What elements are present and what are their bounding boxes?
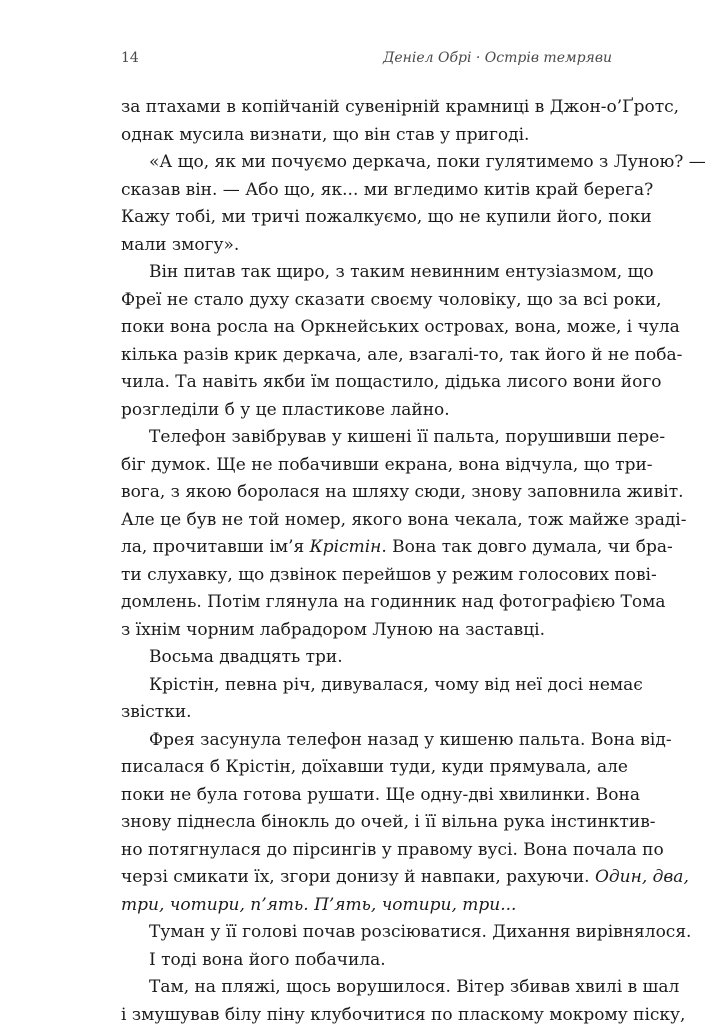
text-line: ти слухавку, що дзвінок перейшов у режим голосових пові- — [121, 562, 615, 590]
body-text — [121, 94, 615, 1029]
text-run: черзі смикати їх, згори донизу й навпаки, рахуючи. — [121, 867, 595, 887]
text-line: Фрея засунула телефон назад у кишеню пальта. Вона від- — [121, 727, 615, 755]
text-line: за птахами в копійчаній сувенірній крамниці в Джон-о’Ґротс, — [121, 94, 615, 122]
text-line: мали змогу». — [121, 232, 615, 260]
text-line: розгледіли б у це пластикове лайно. — [121, 397, 615, 425]
text-line: Восьма двадцять три. — [121, 644, 615, 672]
text-line: знову піднесла бінокль до очей, і її вільна рука інстинктив- — [121, 809, 615, 837]
text-line: писалася б Крістін, доїхавши туди, куди прямувала, але — [121, 754, 615, 782]
text-line — [121, 892, 615, 920]
italic-text-run: Крістін — [310, 537, 382, 557]
text-line: «А що, як ми почуємо деркача, поки гулятимемо з Луною? — — [121, 149, 615, 177]
text-line: звістки. — [121, 699, 615, 727]
text-line: домлень. Потім глянула на годинник над фотографією Тома — [121, 589, 615, 617]
text-line: поки не була готова рушати. Ще одну-дві хвилинки. Вона — [121, 782, 615, 810]
text-line — [121, 534, 615, 562]
text-run: . Вона так довго думала, чи бра- — [381, 537, 672, 557]
text-line: вога, з якою боролася на шляху сюди, знову заповнила живіт. — [121, 479, 615, 507]
text-line: Туман у її голові почав розсіюватися. Дихання вирівнялося. — [121, 919, 615, 947]
text-line: Але це був не той номер, якого вона чекала, тож майже зраді- — [121, 507, 615, 535]
text-line: Кажу тобі, ми тричі пожалкуємо, що не купили його, поки — [121, 204, 615, 232]
text-run: ла, прочитавши ім’я — [121, 537, 310, 557]
running-header — [121, 50, 612, 70]
text-line: і змушував білу піну клубочитися по пласкому мокрому піску, — [121, 1002, 615, 1029]
text-line: з їхнім чорним лабрадором Луною на заставці. — [121, 617, 615, 645]
italic-text-run: три, чотири, п’ять. П’ять, чотири, три... — [121, 895, 516, 915]
text-line: сказав він. — Або що, як... ми вгледимо китів край берега? — [121, 177, 615, 205]
text-line: біг думок. Ще не побачивши екрана, вона відчула, що три- — [121, 452, 615, 480]
text-line: но потягнулася до пірсингів у правому вусі. Вона почала по — [121, 837, 615, 865]
text-line: поки вона росла на Оркнейських островах, вона, може, і чула — [121, 314, 615, 342]
italic-text-run: Один, два, — [595, 867, 689, 887]
text-line: Там, на пляжі, щось ворушилося. Вітер збивав хвилі в шал — [121, 974, 615, 1002]
text-line: кілька разів крик деркача, але, взагалі-то, так його й не поба- — [121, 342, 615, 370]
text-line: чила. Та навіть якби їм пощастило, дідька лисого вони його — [121, 369, 615, 397]
running-title: Деніел Обрі · Острів темряви — [383, 50, 612, 66]
text-line — [121, 864, 615, 892]
text-line: Крістін, певна річ, дивувалася, чому від неї досі немає — [121, 672, 615, 700]
text-line: Фреї не стало духу сказати своєму чоловіку, що за всі роки, — [121, 287, 615, 315]
text-line: І тоді вона його побачила. — [121, 947, 615, 975]
text-line: Телефон завібрував у кишені її пальта, порушивши пере- — [121, 424, 615, 452]
page-number: 14 — [121, 50, 139, 66]
text-line: однак мусила визнати, що він став у пригоді. — [121, 122, 615, 150]
text-line: Він питав так щиро, з таким невинним ентузіазмом, що — [121, 259, 615, 287]
